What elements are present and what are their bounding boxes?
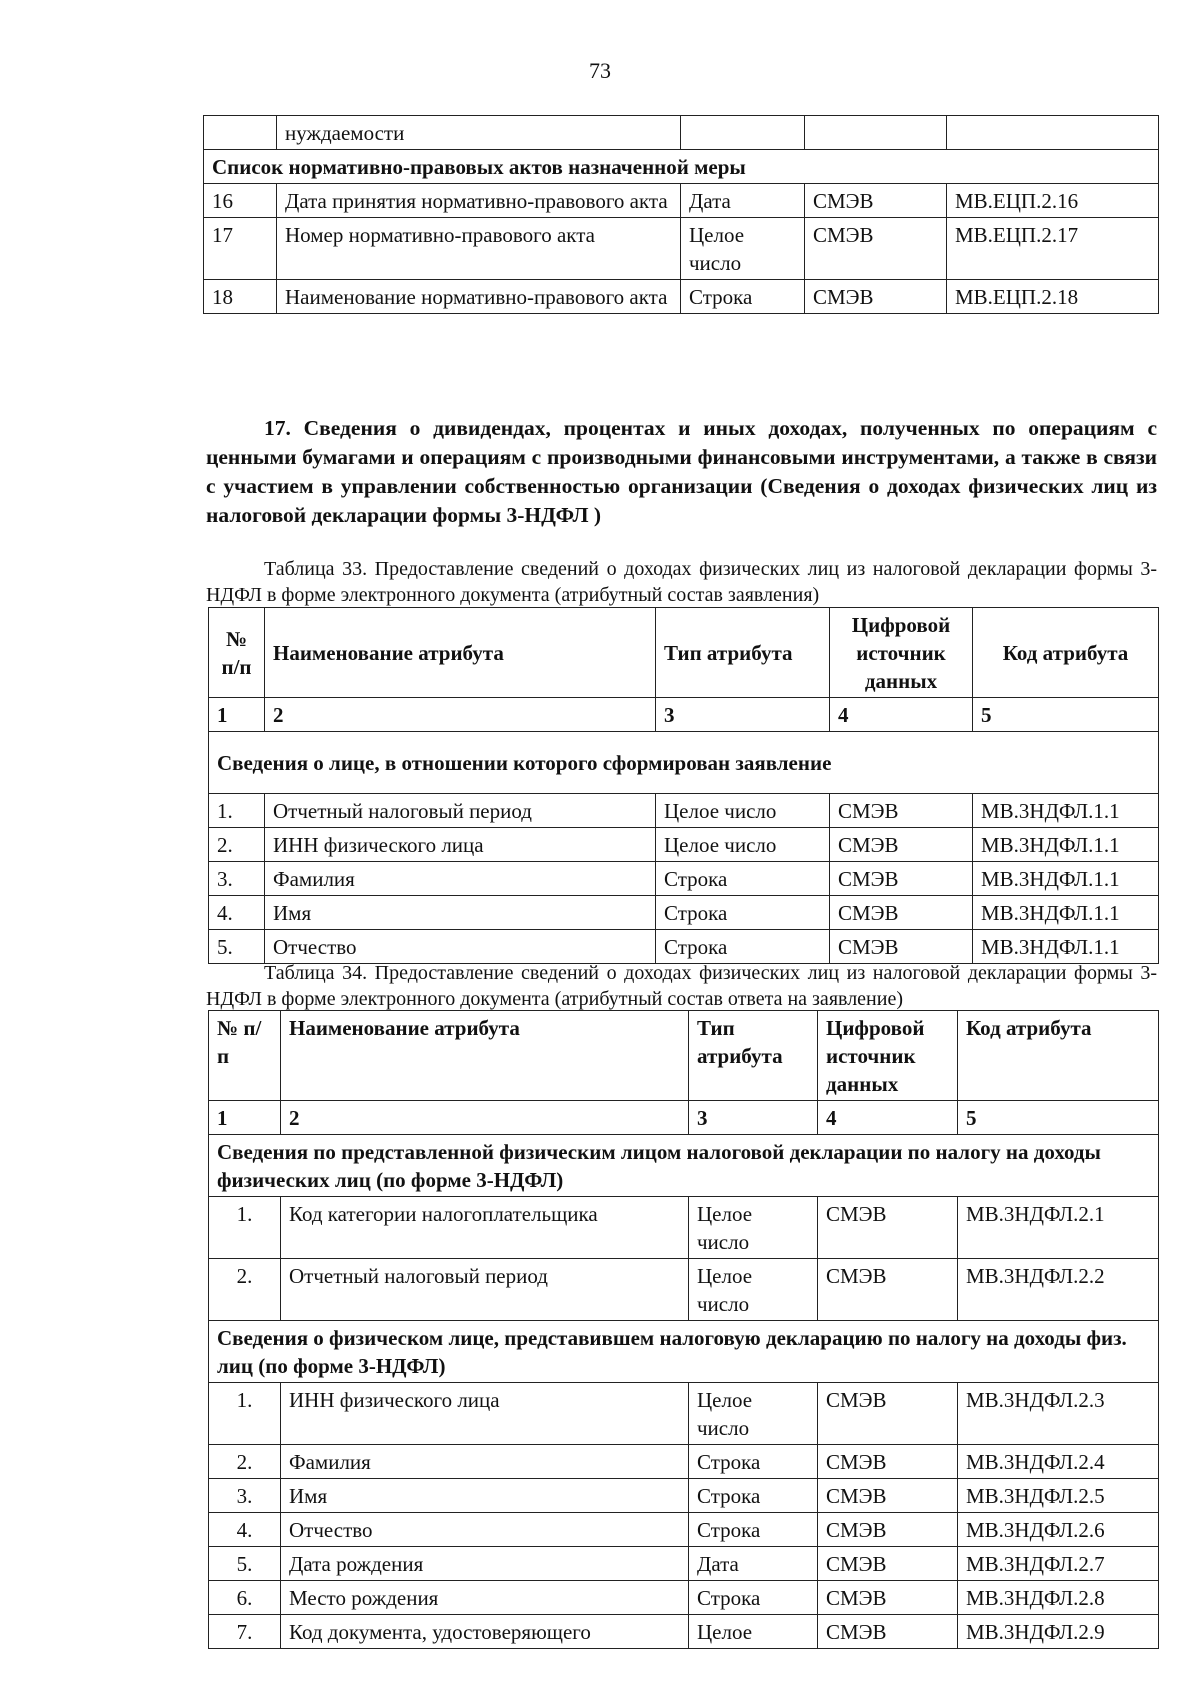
row-number: 6. xyxy=(209,1581,281,1615)
continuation-text: нуждаемости xyxy=(277,116,681,150)
attribute-code: МВ.3НДФЛ.1.1 xyxy=(973,828,1159,862)
section-title: Сведения о физическом лице, представившем налоговую декларацию по налогу на доходы физ. лиц (по форме 3-НДФЛ) xyxy=(209,1321,1159,1383)
table-row xyxy=(209,1259,1159,1321)
table-row xyxy=(209,794,1159,828)
attribute-name: Имя xyxy=(265,896,656,930)
attribute-type: Целое число xyxy=(689,1383,818,1445)
attribute-type: Целое число xyxy=(681,218,805,280)
column-number: 1 xyxy=(209,1101,281,1135)
attribute-type: Дата xyxy=(689,1547,818,1581)
header-row xyxy=(209,1011,1159,1101)
table-row xyxy=(204,184,1159,218)
row-number: 1. xyxy=(209,1197,281,1259)
data-source: СМЭВ xyxy=(830,828,973,862)
data-source: СМЭВ xyxy=(818,1197,958,1259)
section-row xyxy=(204,150,1159,184)
section-title: Сведения о лице, в отношении которого сформирован заявление xyxy=(209,732,1159,794)
table-row xyxy=(209,1615,1159,1649)
attribute-name: ИНН физического лица xyxy=(281,1383,689,1445)
data-source: СМЭВ xyxy=(830,930,973,964)
row-number: 18 xyxy=(204,280,277,314)
table-row xyxy=(209,1479,1159,1513)
header-type: Тип атрибута xyxy=(656,608,830,698)
data-source: СМЭВ xyxy=(818,1383,958,1445)
column-numbers-row xyxy=(209,1101,1159,1135)
table-row xyxy=(204,116,1159,150)
attribute-code: МВ.3НДФЛ.1.1 xyxy=(973,930,1159,964)
table-row xyxy=(209,1383,1159,1445)
attribute-name: Отчество xyxy=(265,930,656,964)
row-number: 17 xyxy=(204,218,277,280)
attribute-code: МВ.3НДФЛ.1.1 xyxy=(973,896,1159,930)
header-source: Цифровой источник данных xyxy=(830,608,973,698)
row-number: 3. xyxy=(209,1479,281,1513)
data-source: СМЭВ xyxy=(818,1615,958,1649)
attribute-name: Дата принятия нормативно-правового акта xyxy=(277,184,681,218)
data-source: СМЭВ xyxy=(830,862,973,896)
attribute-code: МВ.3НДФЛ.2.3 xyxy=(958,1383,1159,1445)
attribute-code: МВ.ЕЦП.2.17 xyxy=(947,218,1159,280)
table-row xyxy=(209,1581,1159,1615)
data-source: СМЭВ xyxy=(818,1259,958,1321)
attribute-code: МВ.3НДФЛ.2.6 xyxy=(958,1513,1159,1547)
row-number: 4. xyxy=(209,1513,281,1547)
attribute-code: МВ.ЕЦП.2.16 xyxy=(947,184,1159,218)
column-number: 4 xyxy=(830,698,973,732)
data-source: СМЭВ xyxy=(805,184,947,218)
data-source: СМЭВ xyxy=(818,1513,958,1547)
data-source: СМЭВ xyxy=(818,1445,958,1479)
data-source: СМЭВ xyxy=(818,1581,958,1615)
row-number: 2. xyxy=(209,1259,281,1321)
section-title: Сведения по представленной физическим лицом налоговой декларации по налогу на доходы физических лиц (по форме 3-НДФЛ) xyxy=(209,1135,1159,1197)
data-source: СМЭВ xyxy=(805,280,947,314)
attribute-type: Целое число xyxy=(689,1197,818,1259)
attribute-type: Строка xyxy=(656,896,830,930)
attribute-name: Отчетный налоговый период xyxy=(281,1259,689,1321)
column-number: 3 xyxy=(656,698,830,732)
attribute-type: Целое число xyxy=(689,1259,818,1321)
attribute-code: МВ.3НДФЛ.2.5 xyxy=(958,1479,1159,1513)
section-17-heading: 17. Сведения о дивидендах, процентах и иных доходах, полученных по операциям с ценными бумагами и операциям с производными финансовыми инструментами, а также в связи с участием в управлении собственностью организации (Сведения о доходах физических лиц из налоговой декларации формы 3-НДФЛ ) xyxy=(206,416,1157,527)
attribute-code: МВ.ЕЦП.2.18 xyxy=(947,280,1159,314)
section-title: Список нормативно-правовых актов назначенной меры xyxy=(204,150,1159,184)
header-type: Тип атрибута xyxy=(689,1011,818,1101)
attribute-code: МВ.3НДФЛ.2.8 xyxy=(958,1581,1159,1615)
column-number: 2 xyxy=(281,1101,689,1135)
header-code: Код атрибута xyxy=(958,1011,1159,1101)
top-table xyxy=(203,115,1159,314)
attribute-name: Код категории налогоплательщика xyxy=(281,1197,689,1259)
column-number: 5 xyxy=(973,698,1159,732)
attribute-name: Отчетный налоговый период xyxy=(265,794,656,828)
row-number: 5. xyxy=(209,930,265,964)
data-source: СМЭВ xyxy=(830,794,973,828)
data-source: СМЭВ xyxy=(818,1547,958,1581)
row-number: 4. xyxy=(209,896,265,930)
column-numbers-row xyxy=(209,698,1159,732)
attribute-name: Отчество xyxy=(281,1513,689,1547)
attribute-name: Фамилия xyxy=(265,862,656,896)
attribute-code: МВ.3НДФЛ.1.1 xyxy=(973,794,1159,828)
attribute-code: МВ.3НДФЛ.2.4 xyxy=(958,1445,1159,1479)
attribute-type: Дата xyxy=(681,184,805,218)
row-number: 1. xyxy=(209,1383,281,1445)
column-number: 3 xyxy=(689,1101,818,1135)
column-number: 4 xyxy=(818,1101,958,1135)
attribute-name: Дата рождения xyxy=(281,1547,689,1581)
table-row xyxy=(209,1197,1159,1259)
attribute-code: МВ.3НДФЛ.1.1 xyxy=(973,862,1159,896)
attribute-type: Строка xyxy=(681,280,805,314)
attribute-code: МВ.3НДФЛ.2.7 xyxy=(958,1547,1159,1581)
attribute-name: Имя xyxy=(281,1479,689,1513)
attribute-type: Строка xyxy=(689,1581,818,1615)
attribute-type: Строка xyxy=(689,1445,818,1479)
header-number: № п/п xyxy=(209,608,265,698)
attribute-code: МВ.3НДФЛ.2.2 xyxy=(958,1259,1159,1321)
row-number: 16 xyxy=(204,184,277,218)
page-number: 73 xyxy=(589,58,611,83)
attribute-name: Фамилия xyxy=(281,1445,689,1479)
table-row xyxy=(209,1513,1159,1547)
attribute-type: Целое число xyxy=(656,794,830,828)
table-33 xyxy=(208,607,1159,964)
header-name: Наименование атрибута xyxy=(281,1011,689,1101)
attribute-code: МВ.3НДФЛ.2.1 xyxy=(958,1197,1159,1259)
header-number: № п/п xyxy=(209,1011,281,1101)
table-34-caption: Таблица 34. Предоставление сведений о доходах физических лиц из налоговой декларации формы 3-НДФЛ в форме электронного документа (атрибутный состав ответа на заявление) xyxy=(206,962,1157,1010)
table-row xyxy=(204,280,1159,314)
table-row xyxy=(209,896,1159,930)
header-source: Цифровой источник данных xyxy=(818,1011,958,1101)
attribute-type: Строка xyxy=(656,862,830,896)
attribute-name: Наименование нормативно-правового акта xyxy=(277,280,681,314)
attribute-code: МВ.3НДФЛ.2.9 xyxy=(958,1615,1159,1649)
attribute-name: ИНН физического лица xyxy=(265,828,656,862)
table-34 xyxy=(208,1010,1159,1649)
row-number: 2. xyxy=(209,1445,281,1479)
table-33-caption: Таблица 33. Предоставление сведений о доходах физических лиц из налоговой декларации формы 3-НДФЛ в форме электронного документа (атрибутный состав заявления) xyxy=(206,558,1157,606)
table-row xyxy=(204,218,1159,280)
header-name: Наименование атрибута xyxy=(265,608,656,698)
column-number: 2 xyxy=(265,698,656,732)
attribute-type: Целое число xyxy=(656,828,830,862)
attribute-type: Целое xyxy=(689,1615,818,1649)
data-source: СМЭВ xyxy=(818,1479,958,1513)
column-number: 1 xyxy=(209,698,265,732)
table-row xyxy=(209,828,1159,862)
attribute-type: Строка xyxy=(689,1479,818,1513)
row-number: 3. xyxy=(209,862,265,896)
row-number: 7. xyxy=(209,1615,281,1649)
attribute-name: Место рождения xyxy=(281,1581,689,1615)
section-row xyxy=(209,1135,1159,1197)
attribute-name: Код документа, удостоверяющего xyxy=(281,1615,689,1649)
row-number: 2. xyxy=(209,828,265,862)
section-row xyxy=(209,732,1159,794)
table-row xyxy=(209,862,1159,896)
attribute-name: Номер нормативно-правового акта xyxy=(277,218,681,280)
column-number: 5 xyxy=(958,1101,1159,1135)
attribute-type: Строка xyxy=(689,1513,818,1547)
header-code: Код атрибута xyxy=(973,608,1159,698)
row-number: 1. xyxy=(209,794,265,828)
attribute-type: Строка xyxy=(656,930,830,964)
data-source: СМЭВ xyxy=(805,218,947,280)
row-number: 5. xyxy=(209,1547,281,1581)
header-row xyxy=(209,608,1159,698)
section-row xyxy=(209,1321,1159,1383)
data-source: СМЭВ xyxy=(830,896,973,930)
table-row xyxy=(209,1445,1159,1479)
table-row xyxy=(209,1547,1159,1581)
table-row xyxy=(209,930,1159,964)
